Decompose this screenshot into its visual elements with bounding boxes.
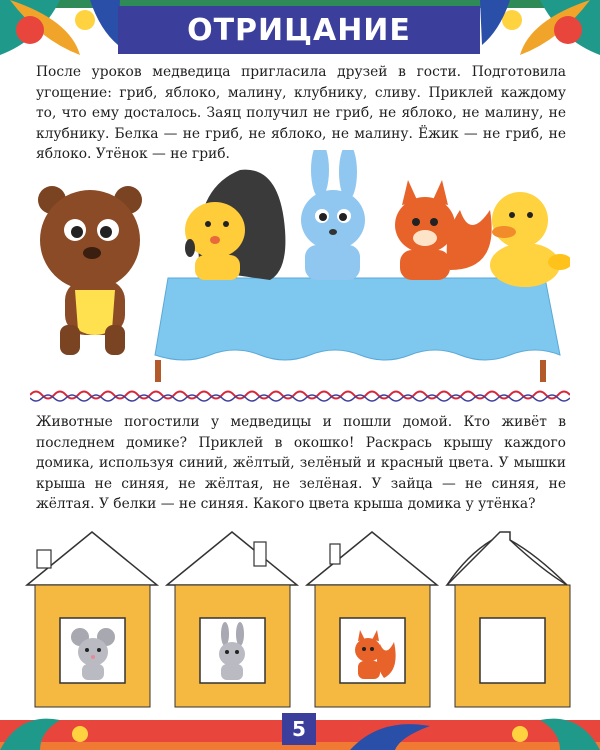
hare bbox=[301, 150, 365, 280]
page-title: ОТРИЦАНИЕ bbox=[118, 6, 480, 54]
house-3 bbox=[307, 532, 437, 707]
houses-row bbox=[22, 530, 582, 710]
table bbox=[155, 278, 560, 382]
page-number: 5 bbox=[282, 713, 316, 745]
squirrel bbox=[395, 180, 492, 280]
hedgehog bbox=[185, 170, 285, 280]
duckling bbox=[490, 192, 570, 287]
wave-divider bbox=[30, 386, 570, 404]
task-1-text: После уроков медведица пригласила друзей в гости. Подготовила угощение: гриб, яблоко, малину, клубнику, сливу. Приклей каждому то, что ему досталось. Заяц получил не гриб, не яблоко, не малину, не клубнику. Белка — не гриб, не яблоко, не малину. Ёжик — не гриб, не яблоко. Утёнок — не гриб. bbox=[36, 64, 566, 162]
bear bbox=[38, 186, 142, 355]
house-4 bbox=[447, 532, 570, 707]
tea-party-illustration bbox=[30, 150, 570, 385]
empty-window bbox=[480, 618, 545, 683]
task-2-text: Животные погостили у медведицы и пошли домой. Кто живёт в последнем домике? Приклей в окошко! Раскрась крышу каждого домика, используя синий, жёлтый, зелёный и красный цвета. У мышки крыша не синяя, не жёлтая, не зелёная. У зайца — не синяя, не жёлтая. У белки — не синяя. Какого цвета крыша домика у утёнка? bbox=[36, 414, 566, 512]
house-2 bbox=[167, 532, 297, 707]
house-1 bbox=[27, 532, 157, 707]
